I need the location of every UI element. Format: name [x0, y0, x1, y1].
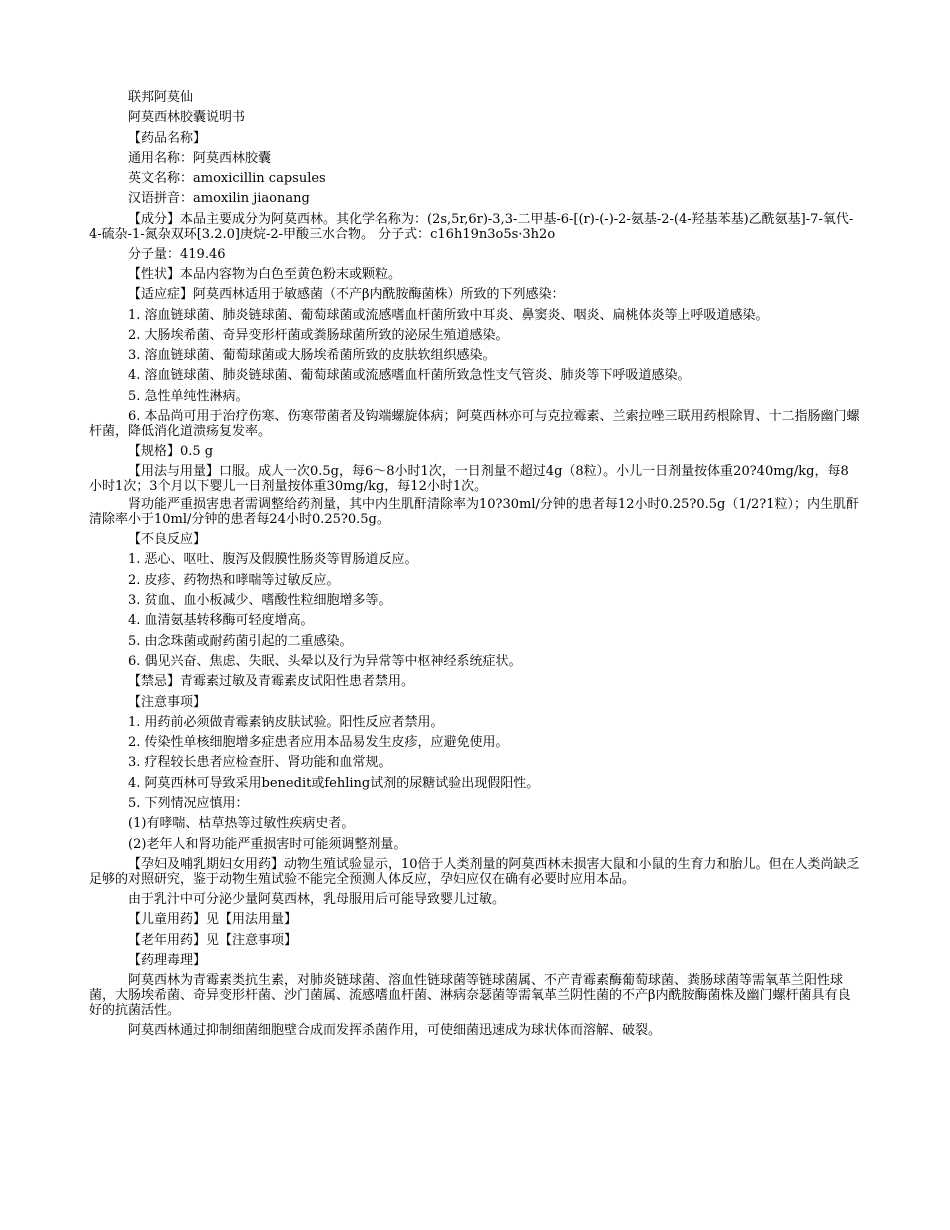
list-item: 1. 恶心、呕吐、腹泻及假膜性肠炎等胃肠道反应。	[128, 552, 418, 568]
list-item: 2. 传染性单核细胞增多症患者应用本品易发生皮疹，应避免使用。	[128, 735, 509, 751]
list-item: 4. 溶血链球菌、肺炎链球菌、葡萄球菌或流感嗜血杆菌所致急性支气管炎、肺炎等下呼吸道感染。	[128, 368, 691, 384]
list-item: 4. 血清氨基转移酶可轻度增高。	[128, 613, 314, 629]
geriatric-use-line: 【老年用药】见【注意事项】	[128, 932, 298, 948]
list-item: 4. 阿莫西林可导致采用benedit或fehling试剂的尿糖试验出现假阳性。	[128, 775, 540, 791]
list-item: (2)老年人和肾功能严重损害时可能须调整剂量。	[128, 836, 407, 852]
list-item: 6. 本品尚可用于治疗伤寒、伤寒带菌者及钩端螺旋体病；阿莫西林亦可与克拉霉素、兰索拉唑三联用药根除胃、十二指肠幽门螺杆菌，降低消化道溃疡复发率。	[89, 408, 860, 439]
generic-name-line: 通用名称：阿莫西林胶囊	[128, 150, 272, 166]
composition-paragraph: 【成分】本品主要成分为阿莫西林。其化学名称为：(2s,5r,6r)-3,3-二甲基-6-[(r)-(-)-2-氨基-2-(4-羟基苯基)乙酰氨基]-7-氧代-4-硫杂-1-氮杂双环[3.2.0]庚烷-2-甲酸三水合物。 分子式：c16h19n3o5s·3h2o	[89, 211, 854, 242]
list-item: 2. 皮疹、药物热和哮喘等过敏反应。	[128, 572, 340, 588]
description-paragraph: 【性状】本品内容物为白色至黄色粉末或颗粒。	[128, 267, 402, 283]
list-item: 6. 偶见兴奋、焦虑、失眠、头晕以及行为异常等中枢神经系统症状。	[128, 653, 522, 669]
pharmacology-paragraph: 阿莫西林为青霉素类抗生素，对肺炎链球菌、溶血性链球菌等链球菌属、不产青霉素酶葡萄球菌、粪肠球菌等需氧革兰阳性球菌，大肠埃希菌、奇异变形杆菌、沙门菌属、流感嗜血杆菌、淋病奈瑟菌等需氧革兰阴性菌的不产β内酰胺酶菌株及幽门螺杆菌具有良好的抗菌活性。	[89, 973, 851, 1019]
lactation-paragraph: 由于乳汁中可分泌少量阿莫西林，乳母服用后可能导致婴儿过敏。	[128, 891, 506, 907]
document-title: 阿莫西林胶囊说明书	[128, 110, 246, 126]
specification-line: 【规格】0.5 g	[128, 443, 214, 459]
pinyin-line: 汉语拼音：amoxilin jiaonang	[128, 191, 310, 207]
list-item: 3. 贫血、血小板减少、嗜酸性粒细胞增多等。	[128, 593, 392, 609]
molecular-weight-line: 分子量：419.46	[128, 246, 226, 262]
pharmacology-heading: 【药理毒理】	[128, 952, 207, 968]
list-item: 3. 疗程较长患者应检查肝、肾功能和血常规。	[128, 755, 392, 771]
list-item: 1. 溶血链球菌、肺炎链球菌、葡萄球菌或流感嗜血杆菌所致中耳炎、鼻窦炎、咽炎、扁桃体炎等上呼吸道感染。	[128, 307, 769, 323]
contraindications-paragraph: 【禁忌】青霉素过敏及青霉素皮试阳性患者禁用。	[128, 674, 415, 690]
list-item: 5. 急性单纯性淋病。	[128, 388, 249, 404]
dosage-paragraph: 【用法与用量】口服。成人一次0.5g，每6～8小时1次，一日剂量不超过4g（8粒）。小儿一日剂量按体重20?40mg/kg，每8小时1次；3个月以下婴儿一日剂量按体重30mg/kg，每12小时1次。	[89, 464, 849, 495]
section-heading: 【药品名称】	[128, 130, 207, 146]
adverse-reactions-heading: 【不良反应】	[128, 532, 207, 548]
pediatric-use-line: 【儿童用药】见【用法用量】	[128, 912, 298, 928]
english-name-line: 英文名称：amoxicillin capsules	[128, 171, 326, 187]
renal-dosage-paragraph: 肾功能严重损害患者需调整给药剂量，其中内生肌酐清除率为10?30ml/分钟的患者每12小时0.25?0.5g（1/2?1粒）；内生肌酐清除率小于10ml/分钟的患者每24小时0.25?0.5g。	[89, 497, 860, 528]
pregnancy-paragraph: 【孕妇及哺乳期妇女用药】动物生殖试验显示，10倍于人类剂量的阿莫西林未损害大鼠和小鼠的生育力和胎儿。但在人类尚缺乏足够的对照研究，鉴于动物生殖试验不能完全预测人体反应，孕妇应仅在确有必要时应用本品。	[89, 856, 860, 887]
indications-heading: 【适应症】阿莫西林适用于敏感菌（不产β内酰胺酶菌株）所致的下列感染：	[128, 287, 565, 303]
document-body	[89, 88, 861, 1041]
mechanism-paragraph: 阿莫西林通过抑制细菌细胞壁合成而发挥杀菌作用，可使细菌迅速成为球状体而溶解、破裂。	[128, 1023, 662, 1039]
list-item: 3. 溶血链球菌、葡萄球菌或大肠埃希菌所致的皮肤软组织感染。	[128, 347, 496, 363]
list-item: 2. 大肠埃希菌、奇异变形杆菌或粪肠球菌所致的泌尿生殖道感染。	[128, 327, 509, 343]
precautions-heading: 【注意事项】	[128, 694, 207, 710]
list-item: 1. 用药前必须做青霉素钠皮肤试验。阳性反应者禁用。	[128, 714, 444, 730]
list-item: 5. 由念珠菌或耐药菌引起的二重感染。	[128, 633, 353, 649]
list-item: 5. 下列情况应慎用：	[128, 796, 249, 812]
list-item: (1)有哮喘、枯草热等过敏性疾病史者。	[128, 816, 355, 832]
manufacturer-line: 联邦阿莫仙	[128, 90, 194, 105]
